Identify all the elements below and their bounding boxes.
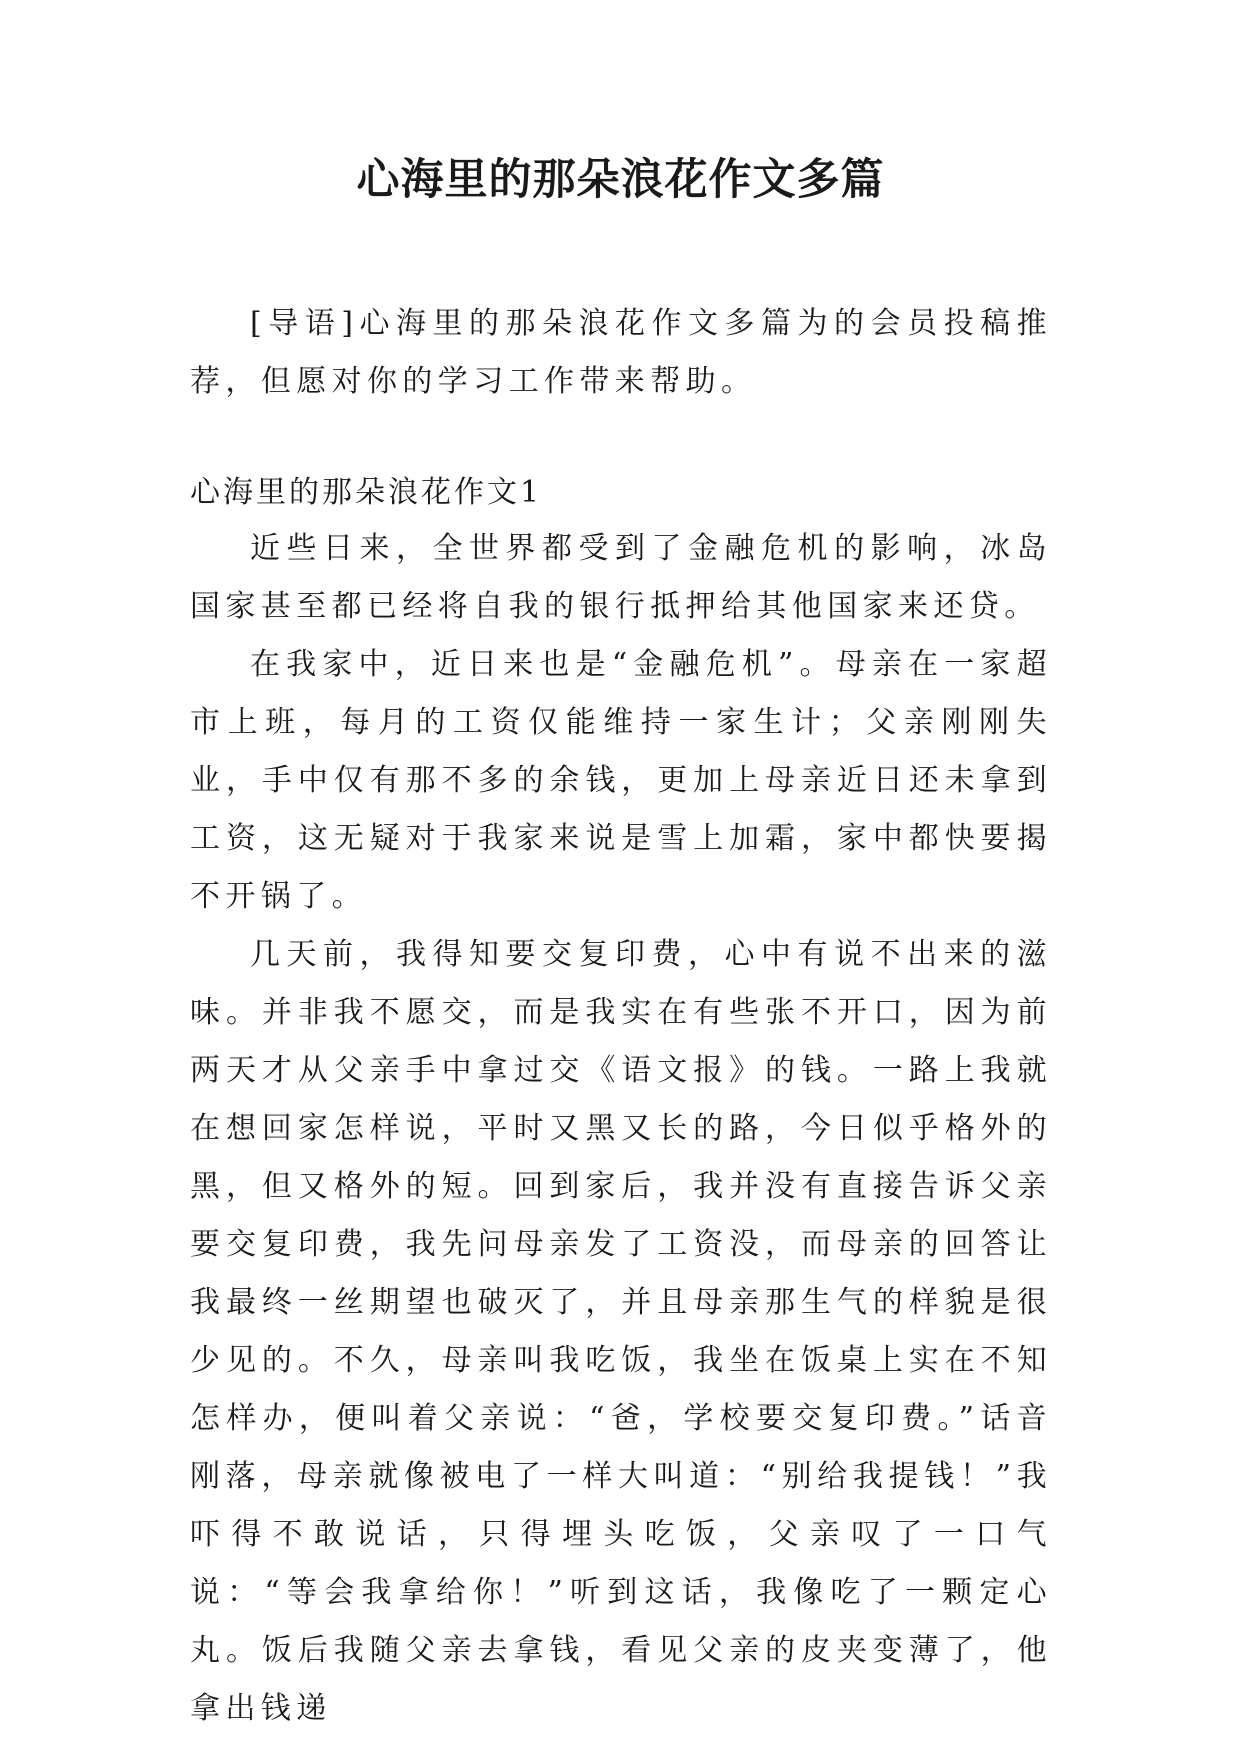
essay-body [190, 520, 1052, 1738]
essay-paragraph: 几天前，我得知要交复印费，心中有说不出来的滋味。并非我不愿交，而是我实在有些张不开口，因为前两天才从父亲手中拿过交《语文报》的钱。一路上我就在想回家怎样说，平时又黑又长的路，今日似乎格外的黑，但又格外的短。回到家后，我并没有直接告诉父亲要交复印费，我先问母亲发了工资没，而母亲的回答让我最终一丝期望也破灭了，并且母亲那生气的样貌是很少见的。不久，母亲叫我吃饭，我坐在饭桌上实在不知怎样办，便叫着父亲说：“爸，学校要交复印费。”话音刚落，母亲就像被电了一样大叫道：“别给我提钱！”我吓得不敢说话，只得埋头吃饭，父亲叹了一口气说：“等会我拿给你！”听到这话，我像吃了一颗定心丸。饭后我随父亲去拿钱，看见父亲的皮夹变薄了，他拿出钱递 [190, 937, 1052, 1726]
intro-paragraph: [导语]心海里的那朵浪花作文多篇为的会员投稿推荐，但愿对你的学习工作带来帮助。 [190, 306, 1052, 399]
essay-paragraph: 在我家中，近日来也是“金融危机”。母亲在一家超市上班，每月的工资仅能维持一家生计；父亲刚刚失业，手中仅有那不多的余钱，更加上母亲近日还未拿到工资，这无疑对于我家来说是雪上加霜，家中都快要揭不开锅了。 [190, 647, 1052, 914]
document-title: 心海里的那朵浪花作文多篇 [356, 155, 885, 205]
section-heading: 心海里的那朵浪花作文1 [190, 475, 543, 510]
essay-paragraph: 近些日来，全世界都受到了金融危机的影响，冰岛国家甚至都已经将自我的银行抵押给其他国家来还贷。 [190, 531, 1052, 624]
